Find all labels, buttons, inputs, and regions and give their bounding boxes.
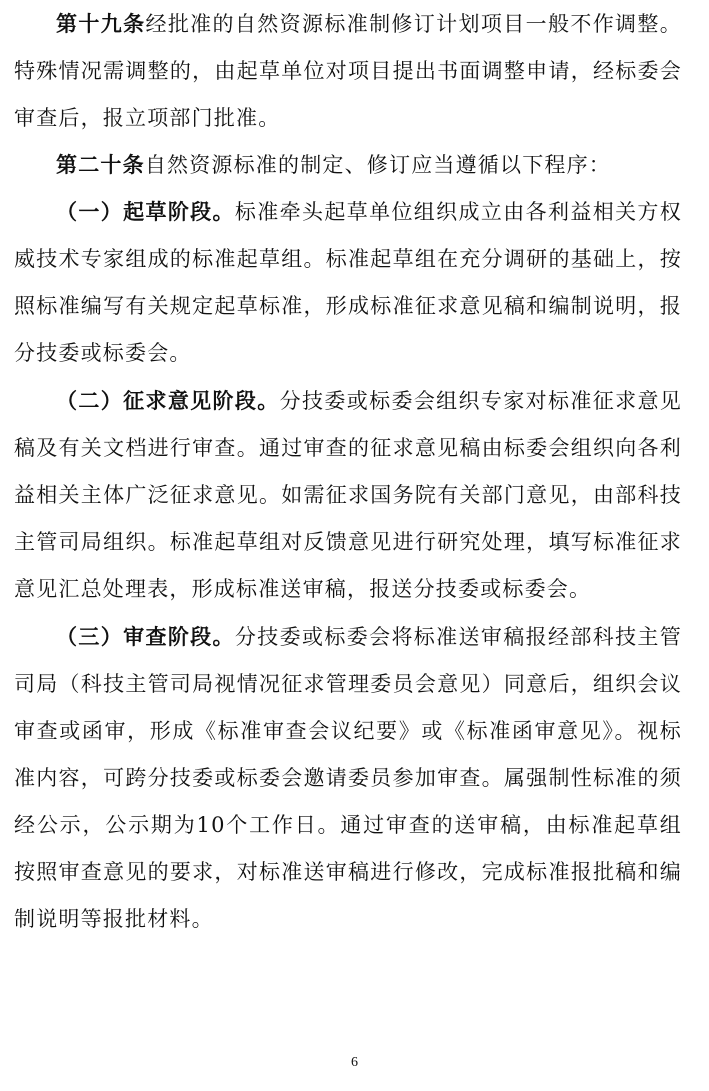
- drafting-stage-heading: （一）起草阶段。: [56, 200, 235, 224]
- review-stage-text: 分技委或标委会将标准送审稿报经部科技主管司局（科技主管司局视情况征求管理委员会意见）同意后，组织会议审查或函审，形成《标准审查会议纪要》或《标准函审意见》。视标准内容，可跨分技委或标委会邀请委员参加审查。属强制性标准的须经公示，公示期为10个工作日。通过审查的送审稿，由标准起草组按照审查意见的要求，对标准送审稿进行修改，完成标准报批稿和编制说明等报批材料。: [14, 625, 682, 931]
- page-number: 6: [351, 1055, 358, 1070]
- consultation-stage-heading: （二）征求意见阶段。: [56, 389, 280, 413]
- consultation-stage-text: 分技委或标委会组织专家对标准征求意见稿及有关文档进行审查。通过审查的征求意见稿由标委会组织向各利益相关主体广泛征求意见。如需征求国务院有关部门意见，由部科技主管司局组织。标准起草组对反馈意见进行研究处理，填写标准征求意见汇总处理表，形成标准送审稿，报送分技委或标委会。: [14, 389, 683, 601]
- review-stage-heading: （三）审查阶段。: [56, 625, 235, 649]
- article-20-heading: 第二十条: [56, 153, 145, 177]
- drafting-stage-text: 标准牵头起草单位组织成立由各利益相关方权威技术专家组成的标准起草组。标准起草组在充分调研的基础上，按照标准编写有关规定起草标准，形成标准征求意见稿和编制说明，报分技委或标委会。: [14, 200, 682, 365]
- article-19-heading: 第十九条: [56, 12, 146, 36]
- article-20-text: 自然资源标准的制定、修订应当遵循以下程序：: [144, 153, 612, 177]
- document-page: [14, 0, 682, 943]
- review-stage-paragraph: [14, 614, 682, 943]
- drafting-stage-paragraph: [14, 189, 682, 377]
- article-20-paragraph: [14, 142, 682, 189]
- article-19-text: 经批准的自然资源标准制修订计划项目一般不作调整。特殊情况需调整的，由起草单位对项目提出书面调整申请，经标委会审查后，报立项部门批准。: [14, 12, 682, 130]
- article-19-paragraph: [14, 1, 682, 142]
- consultation-stage-paragraph: [14, 378, 682, 613]
